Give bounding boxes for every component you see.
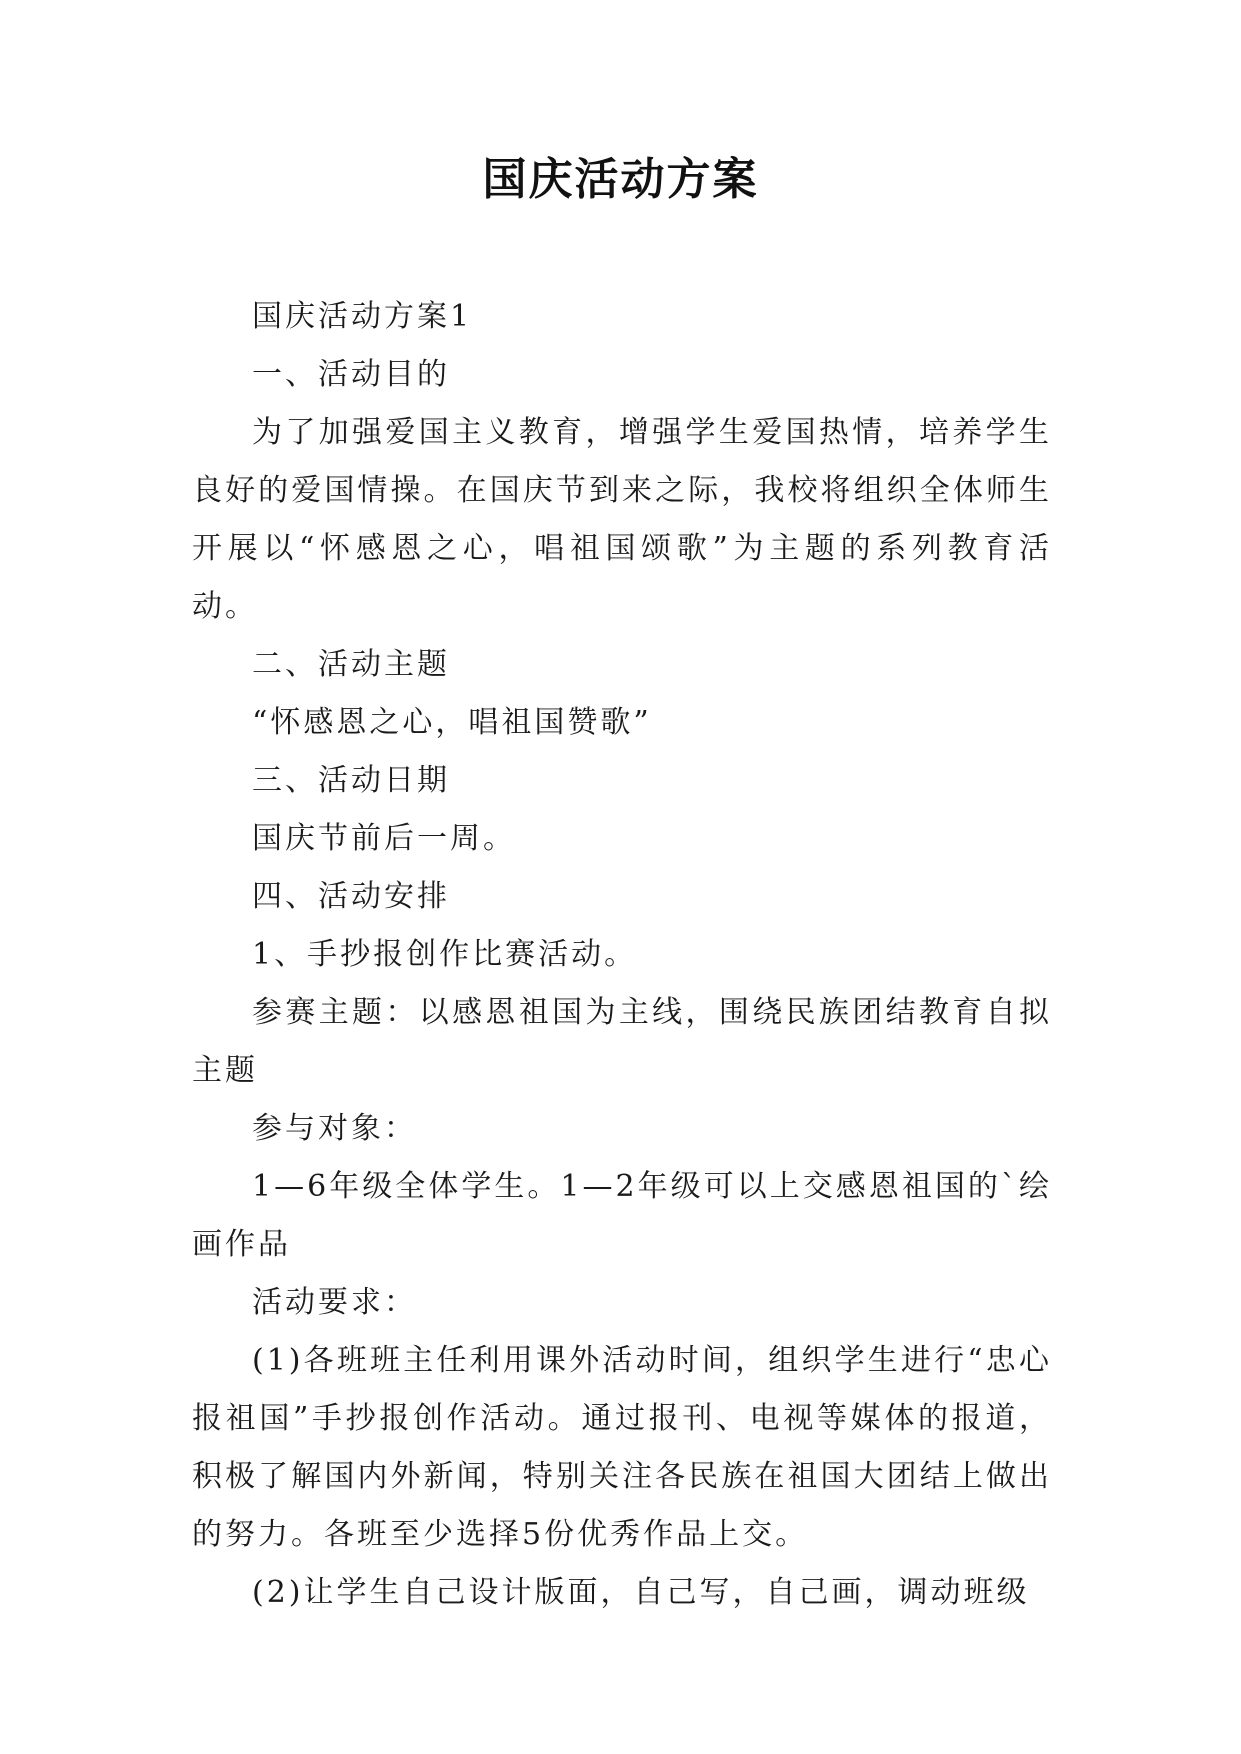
paragraph-activity-1: 1、手抄报创作比赛活动。 — [252, 937, 638, 972]
document-title: 国庆活动方案 — [482, 154, 759, 205]
paragraph-participants: 1—6年级全体学生。1—2年级可以上交感恩祖国的`绘画作品 — [192, 1169, 1052, 1262]
document-body — [192, 288, 1052, 1622]
section-heading-date: 三、活动日期 — [252, 763, 450, 798]
paragraph-purpose: 为了加强爱国主义教育，增强学生爱国热情，培养学生良好的爱国情操。在国庆节到来之际，我校将组织全体师生开展以“怀感恩之心，唱祖国颂歌”为主题的系列教育活动。 — [192, 415, 1052, 624]
paragraph-requirements-label: 活动要求： — [252, 1285, 417, 1320]
section-heading-arrangement: 四、活动安排 — [252, 879, 450, 914]
section-heading-plan-1: 国庆活动方案1 — [252, 299, 473, 334]
section-heading-purpose: 一、活动目的 — [252, 357, 450, 392]
paragraph-requirement-2: (2)让学生自己设计版面，自己写，自己画，调动班级 — [252, 1575, 1030, 1610]
paragraph-requirement-1: (1)各班班主任利用课外活动时间，组织学生进行“忠心报祖国”手抄报创作活动。通过报刊、电视等媒体的报道，积极了解国内外新闻，特别关注各民族在祖国大团结上做出的努力。各班至少选择5份优秀作品上交。 — [192, 1343, 1052, 1552]
paragraph-participants-label: 参与对象： — [252, 1111, 417, 1146]
paragraph-contest-theme: 参赛主题：以感恩祖国为主线，围绕民族团结教育自拟主题 — [192, 995, 1052, 1088]
paragraph-theme: “怀感恩之心，唱祖国赞歌” — [252, 705, 652, 740]
paragraph-date: 国庆节前后一周。 — [252, 821, 516, 856]
section-heading-theme: 二、活动主题 — [252, 647, 450, 682]
